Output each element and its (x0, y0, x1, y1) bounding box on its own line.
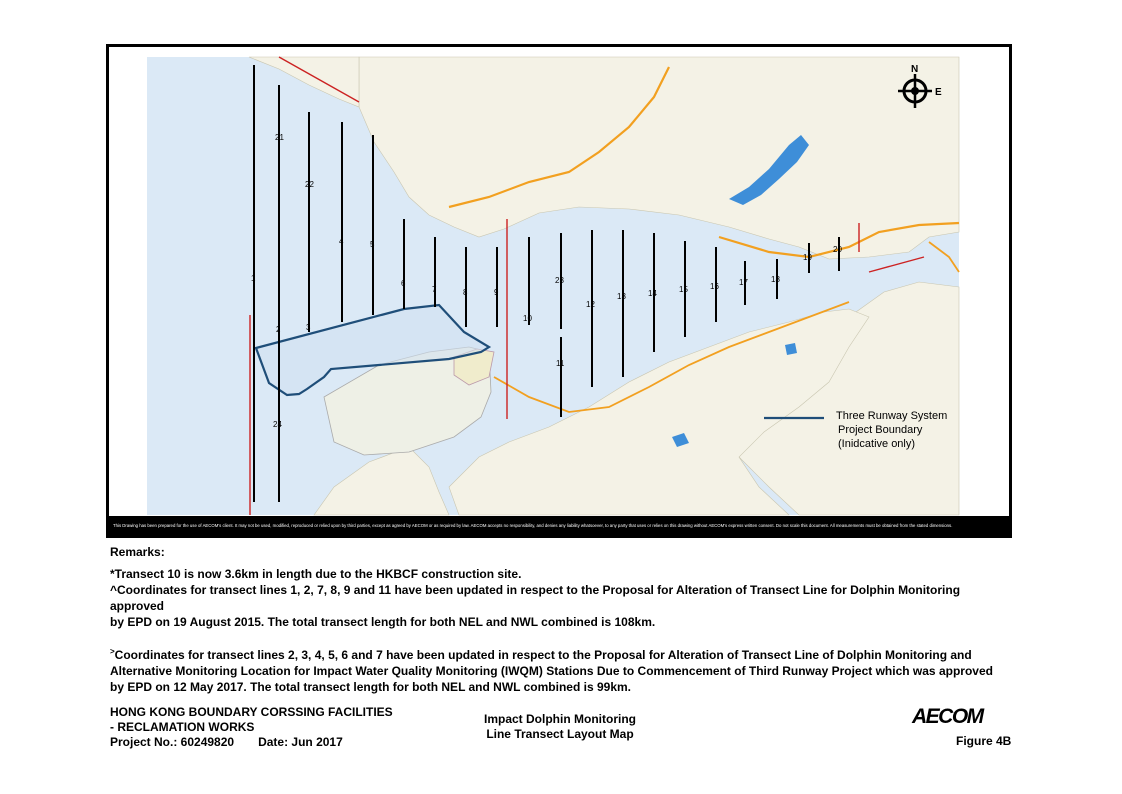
transect-label: 17 (739, 278, 748, 287)
remarks-block (110, 544, 1010, 695)
legend-line-2: Project Boundary (838, 424, 923, 436)
remark-3b: Alternative Monitoring Location for Impact Water Quality Monitoring (IWQM) Stations Due to Commencement of Third Runway Project which was approved (110, 664, 993, 678)
transect-label: 10 (523, 314, 532, 323)
drawing-title-line2: Line Transect Layout Map (486, 727, 634, 741)
transect-label: 8 (463, 288, 468, 297)
transect-label: 13 (617, 292, 626, 301)
remark-2a: ^Coordinates for transect lines 1, 2, 7, 8, 9 and 11 have been updated in respect to the Proposal for Alteration of Transect Line for Dolphin Monitoring approved (110, 583, 961, 613)
project-number: Project No.: 60249820 (110, 735, 235, 749)
legend-line-1: Three Runway System (836, 410, 948, 422)
transect-label: 1 (251, 274, 256, 283)
transect-label: 15 (679, 285, 688, 294)
drawing-title-line1: Impact Dolphin Monitoring (484, 712, 636, 726)
aecom-logo: AECOM (912, 705, 983, 728)
remark-3a (110, 644, 1010, 663)
transect-label: 4 (339, 237, 344, 246)
transect-label: 7 (432, 285, 437, 294)
drawing-title-block (470, 712, 650, 742)
transect-label: 14 (648, 289, 657, 298)
remark-3-superscript: > (110, 647, 115, 656)
legend-line-3: (Inidcative only) (838, 438, 916, 450)
transect-label: 18 (771, 275, 780, 284)
transect-label: 24 (273, 420, 282, 429)
compass-north: N (911, 64, 919, 75)
remark-3-text: Coordinates for transect lines 2, 3, 4, 5, 6 and 7 have been updated in respect to the Proposal for Alteration of Transect Line of Dolphin Monitoring and (114, 648, 972, 662)
transect-label: 5 (370, 240, 375, 249)
remark-2b: by EPD on 19 August 2015. The total transect length for both NEL and NWL combined is 108km. (110, 615, 656, 629)
transect-label: 23 (555, 276, 564, 285)
transect-label: 9 (494, 288, 499, 297)
transect-label: 11 (556, 359, 565, 368)
transect-label: 19 (803, 253, 812, 262)
transect-label: 22 (305, 180, 314, 189)
transect-label: 20 (833, 245, 842, 254)
transect-label: 21 (275, 133, 284, 142)
project-number-row (110, 735, 393, 750)
map-canvas (109, 47, 1009, 522)
reservoir-east (785, 343, 797, 355)
transect-label: 16 (710, 282, 719, 291)
transect-label: 6 (401, 279, 406, 288)
compass-east: E (935, 87, 942, 98)
project-name-line2: - RECLAMATION WORKS (110, 720, 255, 734)
transect-label: 3 (306, 323, 311, 332)
transect-label: 2 (276, 325, 281, 334)
remark-3c: by EPD on 12 May 2017. The total transect length for both NEL and NWL combined is 99km. (110, 680, 631, 694)
remarks-heading: Remarks: (110, 545, 165, 559)
map-disclaimer: This Drawing has been prepared for the use of AECOM's client. It may not be used, modified, reproduced or relied upon by third parties, except as agreed by AECOM or as required by law. AECOM accepts no responsibility, and denies any liability whatsoever, to any party that uses or relies on this drawing without AECOM's express written consent. Do not scale this document. All measurements must be obtained from the stated dimensions. (109, 516, 1012, 535)
figure-number: Figure 4B (956, 734, 1012, 748)
project-title-block (110, 705, 393, 750)
project-name-line1: HONG KONG BOUNDARY CORSSING FACILITIES (110, 705, 393, 719)
remark-1: *Transect 10 is now 3.6km in length due to the HKBCF construction site. (110, 567, 522, 581)
transect-label: 12 (586, 300, 595, 309)
project-date: Date: Jun 2017 (258, 735, 343, 749)
map-frame (106, 44, 1012, 538)
